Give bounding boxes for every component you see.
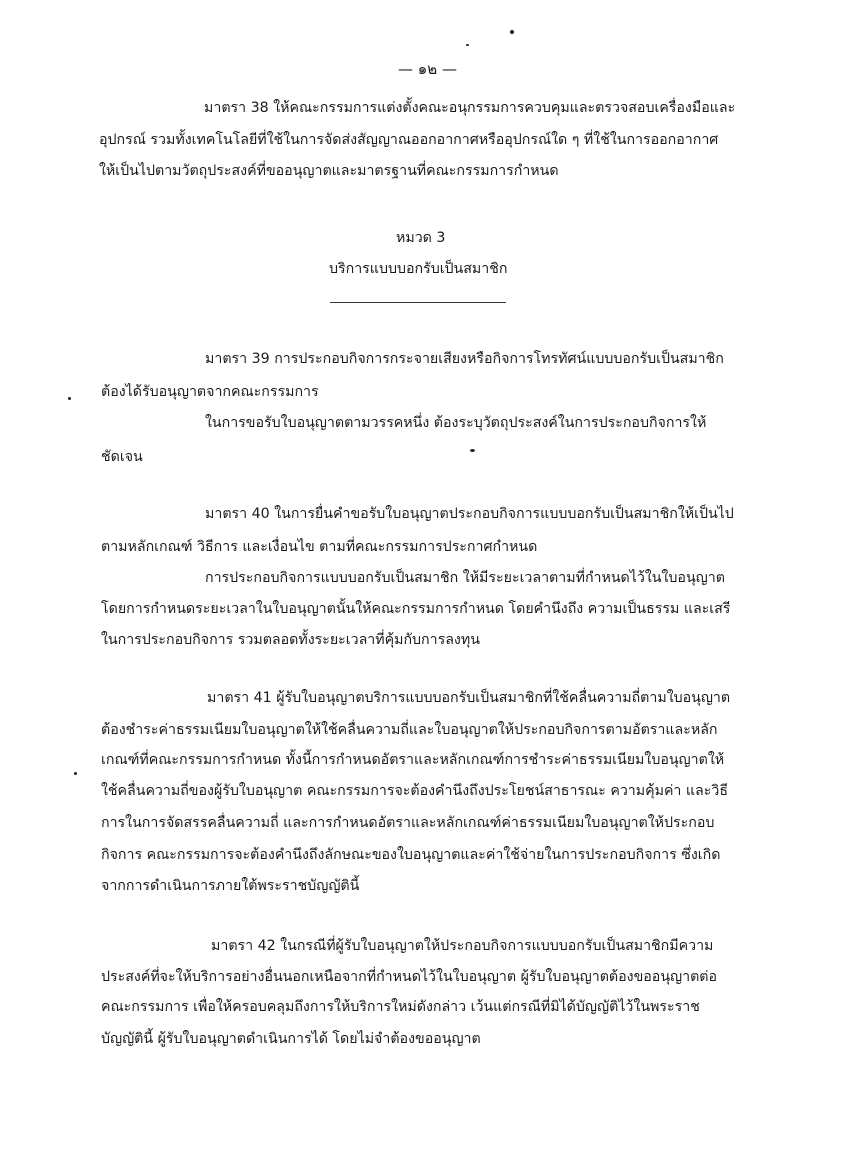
section-41-line: การในการจัดสรรคลื่นความถี่ และการกำหนดอัตราและหลักเกณฑ์ค่าธรรมเนียมใบอนุญาตให้ประกอบ [101,815,715,831]
section-38-line: มาตรา 38 ให้คณะกรรมการแต่งตั้งคณะอนุกรรมการควบคุมและตรวจสอบเครื่องมือและ [204,100,736,116]
section-39-line: ต้องได้รับอนุญาตจากคณะกรรมการ [101,384,319,400]
section-40-line: ตามหลักเกณฑ์ วิธีการ และเงื่อนไข ตามที่คณะกรรมการประกาศกำหนด [101,539,538,555]
section-41-line: เกณฑ์ที่คณะกรรมการกำหนด ทั้งนี้การกำหนดอัตราและหลักเกณฑ์การชำระค่าธรรมเนียมใบอนุญาตให้ [101,752,725,768]
section-42-line: คณะกรรมการ เพื่อให้ครอบคลุมถึงการให้บริการใหม่ดังกล่าว เว้นแต่กรณีที่มิได้บัญญัติไว้ในพระราช [101,999,700,1015]
chapter-title: บริการแบบบอกรับเป็นสมาชิก [329,261,508,277]
section-40-line: มาตรา 40 ในการยื่นคำขอรับใบอนุญาตประกอบกิจการแบบบอกรับเป็นสมาชิกให้เป็นไป [205,506,734,522]
section-41-line: ใช้คลื่นความถี่ของผู้รับใบอนุญาต คณะกรรมการจะต้องคำนึงถึงประโยชน์สาธารณะ ความคุ้มค่า และวิธี [101,783,728,799]
chapter-number: หมวด 3 [396,230,446,246]
scan-speck [466,44,469,46]
section-40-line: โดยการกำหนดระยะเวลาในใบอนุญาตนั้นให้คณะกรรมการกำหนด โดยคำนึงถึง ความเป็นธรรม และเสรี [101,601,731,617]
scan-speck [74,772,77,775]
chapter-divider [330,302,506,303]
section-41-line: ต้องชำระค่าธรรมเนียมใบอนุญาตให้ใช้คลื่นความถี่และใบอนุญาตให้ประกอบกิจการตามอัตราและหลัก [101,722,718,738]
section-40-line: ในการประกอบกิจการ รวมตลอดทั้งระยะเวลาที่คุ้มกับการลงทุน [101,632,480,648]
section-38-line: ให้เป็นไปตามวัตถุประสงค์ที่ขออนุญาตและมาตรฐานที่คณะกรรมการกำหนด [99,163,559,179]
page-number: — ๑๒ — [398,60,457,78]
section-39-line: ในการขอรับใบอนุญาตตามวรรคหนึ่ง ต้องระบุวัตถุประสงค์ในการประกอบกิจการให้ [205,415,707,431]
section-41-line: มาตรา 41 ผู้รับใบอนุญาตบริการแบบบอกรับเป็นสมาชิกที่ใช้คลื่นความถี่ตามใบอนุญาต [207,690,731,706]
section-42-line: มาตรา 42 ในกรณีที่ผู้รับใบอนุญาตให้ประกอบกิจการแบบบอกรับเป็นสมาชิกมีความ [211,938,714,954]
scan-speck [470,449,475,452]
section-42-line: บัญญัตินี้ ผู้รับใบอนุญาตดำเนินการได้ โดยไม่จำต้องขออนุญาต [101,1031,481,1047]
scan-speck [68,397,71,400]
section-42-line: ประสงค์ที่จะให้บริการอย่างอื่นนอกเหนือจากที่กำหนดไว้ในใบอนุญาต ผู้รับใบอนุญาตต้องขออนุญาตต่อ [101,969,718,985]
section-40-line: การประกอบกิจการแบบบอกรับเป็นสมาชิก ให้มีระยะเวลาตามที่กำหนดไว้ในใบอนุญาต [205,570,725,586]
section-39-line: มาตรา 39 การประกอบกิจการกระจายเสียงหรือกิจการโทรทัศน์แบบบอกรับเป็นสมาชิก [205,351,724,367]
scan-speck [510,30,514,34]
section-41-line: จากการดำเนินการภายใต้พระราชบัญญัตินี้ [101,878,360,894]
section-41-line: กิจการ คณะกรรมการจะต้องคำนึงถึงลักษณะของใบอนุญาตและค่าใช้จ่ายในการประกอบกิจการ ซึ่งเกิด [101,847,721,863]
section-38-line: อุปกรณ์ รวมทั้งเทคโนโลยีที่ใช้ในการจัดส่งสัญญาณออกอากาศหรืออุปกรณ์ใด ๆ ที่ใช้ในการออกอากาศ [99,132,719,148]
section-39-line: ชัดเจน [101,449,143,465]
